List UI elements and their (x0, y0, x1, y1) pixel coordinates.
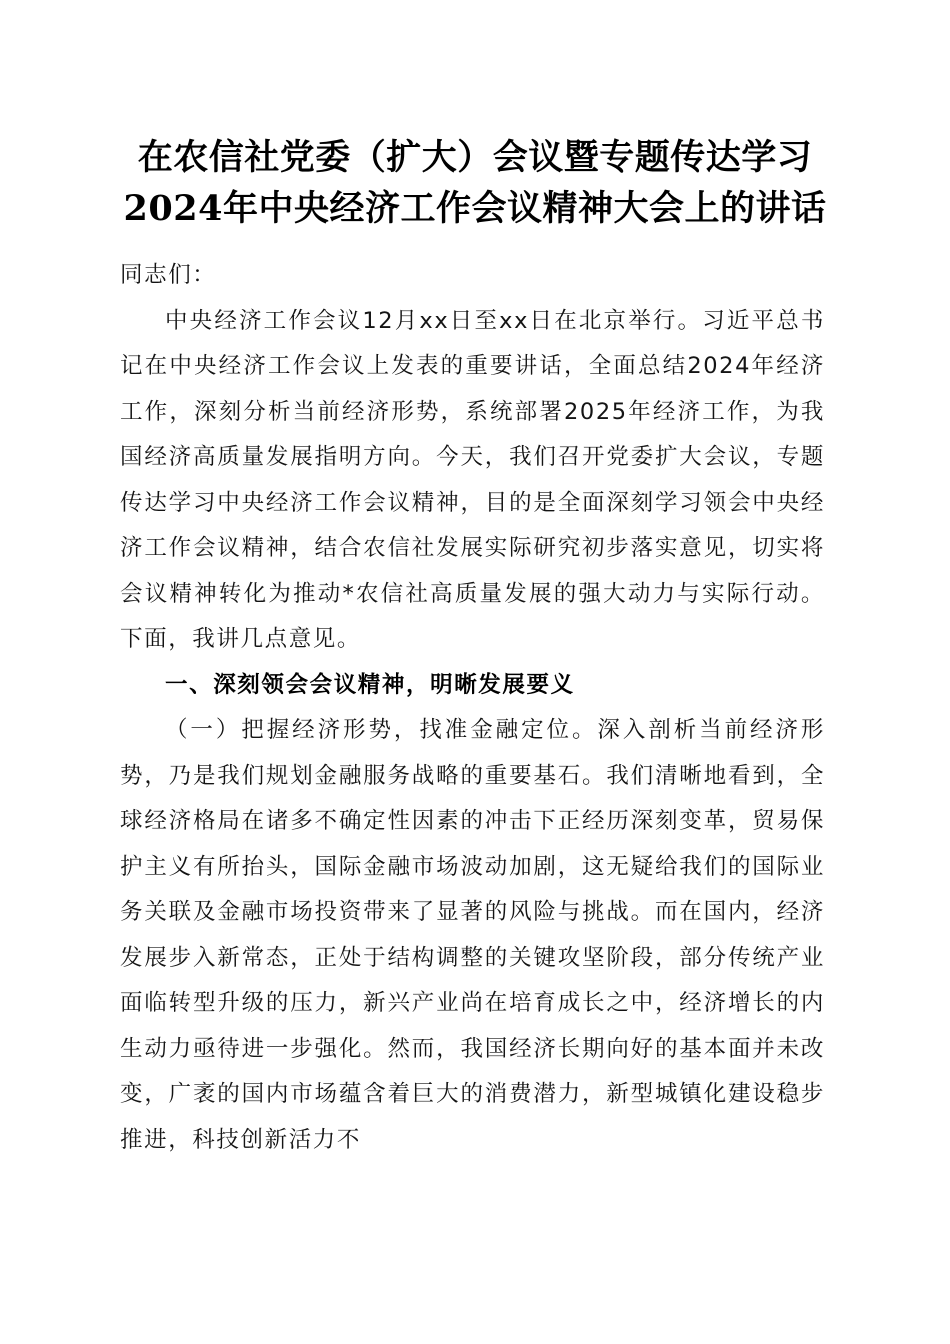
document-title (60, 132, 890, 234)
document-body (120, 253, 825, 1163)
subsection-paragraph-1 (120, 708, 825, 1163)
title-line-2: 2024年中央经济工作会议精神大会上的讲话 (123, 188, 827, 229)
title-line-1: 在农信社党委（扩大）会议暨专题传达学习 (137, 137, 813, 178)
intro-paragraph: 中央经济工作会议12月xx日至xx日在北京举行。习近平总书记在中央经济工作会议上发表的重要讲话，全面总结2024年经济工作，深刻分析当前经济形势，系统部署2025年经济工作，为我国经济高质量发展指明方向。今天，我们召开党委扩大会议，专题传达学习中央经济工作会议精神，目的是全面深刻学习领会中央经济工作会议精神，结合农信社发展实际研究初步落实意见，切实将会议精神转化为推动*农信社高质量发展的强大动力与实际行动。下面，我讲几点意见。 (120, 307, 825, 652)
salutation: 同志们： (120, 262, 217, 288)
subsection-text-1: 深入剖析当前经济形势，乃是我们规划金融服务战略的重要基石。我们清晰地看到，全球经济格局在诸多不确定性因素的冲击下正经历深刻变革，贸易保护主义有所抬头，国际金融市场波动加剧，这无疑给我们的国际业务关联及金融市场投资带来了显著的风险与挑战。而在国内，经济发展步入新常态，正处于结构调整的关键攻坚阶段，部分传统产业面临转型升级的压力，新兴产业尚在培育成长之中，经济增长的内生动力亟待进一步强化。然而，我国经济长期向好的基本面并未改变，广袤的国内市场蕴含着巨大的消费潜力，新型城镇化建设稳步推进，科技创新活力不 (120, 717, 825, 1153)
section-heading-1: 一、深刻领会会议精神，明晰发展要义 (165, 671, 575, 698)
subsection-heading-1: （一）把握经济形势，找准金融定位。 (165, 717, 598, 743)
